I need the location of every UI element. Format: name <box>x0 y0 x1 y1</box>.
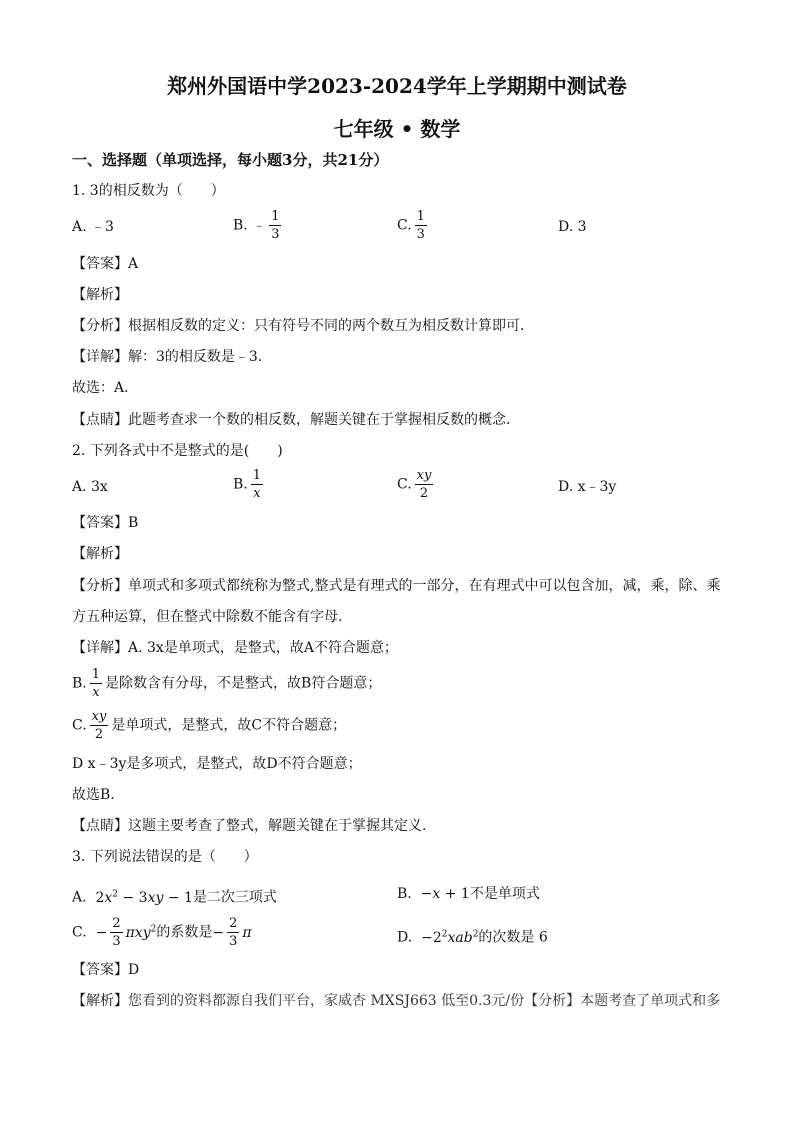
q3-d-expression: $-2^2xab^2$ <box>421 929 479 946</box>
q1-answer: 【答案】A <box>72 256 139 272</box>
q1-option-a: A. ﹣3 <box>72 219 114 235</box>
q2-fenxi-2: 方五种运算，但在整式中除数不能含有字母. <box>72 609 343 625</box>
q3-stem: 3. 下列说法错误的是（ ） <box>72 849 258 865</box>
q3-a-expression: $2x^2 - 3xy - 1$ <box>95 889 193 906</box>
q3-option-c: C. − $\frac{2}{3}$ πxy$^2$的系数是− $\frac{2}{3}$ π <box>72 916 252 949</box>
q3-option-a: A. $2x^2 - 3xy - 1$是二次三项式 <box>72 889 277 906</box>
exam-title: 郑州外国语中学2023-2024学年上学期期中测试卷 <box>167 74 627 98</box>
q2-xiangjie: 【详解】A. 3x是单项式，是整式，故A不符合题意； <box>72 640 398 656</box>
q2-stem: 2. 下列各式中不是整式的是( ) <box>72 443 283 459</box>
q3-answer: 【答案】D <box>72 962 140 978</box>
q2-line-d: D x﹣3y是多项式，是整式，故D不符合题意； <box>72 756 362 772</box>
q3-c-expression-1: − $\frac{2}{3}$ πxy$^2$ <box>95 916 157 949</box>
exam-subtitle: 七年级 • 数学 <box>333 117 461 141</box>
q3-option-b: B. −x + 1不是单项式 <box>397 886 540 902</box>
q3-analysis: 【解析】您看到的资料都源自我们平台，家威杏 MXSJ663 低至0.3元/份【分析】本题考查了单项式和多 <box>72 993 721 1009</box>
q2-fenxi-1: 【分析】单项式和多项式都统称为整式,整式是有理式的一部分，在有理式中可以包含加，减，乘，除、乘 <box>72 578 721 594</box>
q2-dianjing: 【点睛】这题主要考查了整式，解题关键在于掌握其定义. <box>72 818 427 834</box>
q1-option-d: D. 3 <box>558 219 587 235</box>
q2-line-b: B. $\frac{1}{x}$ 是除数含有分母，不是整式，故B符合题意； <box>72 667 382 700</box>
q1-analysis: 【解析】 <box>72 287 128 303</box>
q3-c-expression-2: − $\frac{2}{3}$ π <box>212 916 252 949</box>
q3-b-expression: −x + 1 <box>420 886 470 902</box>
q1-option-b: B. ﹣ $\frac{1}{3}$ <box>233 209 280 242</box>
section-heading: 一、选择题（单项选择，每小题3分，共21分） <box>72 151 389 169</box>
q3-option-d: D. $-2^2xab^2$的次数是 6 <box>397 929 548 946</box>
q2-line-c: C. $\frac{xy}{2}$ 是单项式，是整式，故C不符合题意； <box>72 709 347 742</box>
q1-stem: 1. 3的相反数为（ ） <box>72 183 225 199</box>
q2-analysis: 【解析】 <box>72 546 128 562</box>
q2-option-d: D. x﹣3y <box>558 479 617 495</box>
q1-guxuan: 故选：A． <box>72 380 139 396</box>
q1-dianjing: 【点睛】此题考查求一个数的相反数，解题关键在于掌握相反数的概念． <box>72 412 520 428</box>
q1-option-c: C. $\frac{1}{3}$ <box>397 209 425 242</box>
q2-option-b: B. $\frac{1}{x}$ <box>233 468 262 501</box>
watermark-text: 您看到的资料都源自我们平台，家威杏 MXSJ663 低至0.3元/份【分析】本题考查了单项式和多 <box>128 993 721 1009</box>
q2-option-c: C. $\frac{xy}{2}$ <box>397 468 432 501</box>
q2-option-a: A. 3x <box>72 479 108 495</box>
q2-guxuan: 故选B. <box>72 787 115 803</box>
q2-answer: 【答案】B <box>72 515 139 531</box>
q1-fenxi: 【分析】根据相反数的定义：只有符号不同的两个数互为相反数计算即可． <box>72 318 534 334</box>
q1-xiangjie: 【详解】解：3的相反数是﹣3． <box>72 349 272 365</box>
